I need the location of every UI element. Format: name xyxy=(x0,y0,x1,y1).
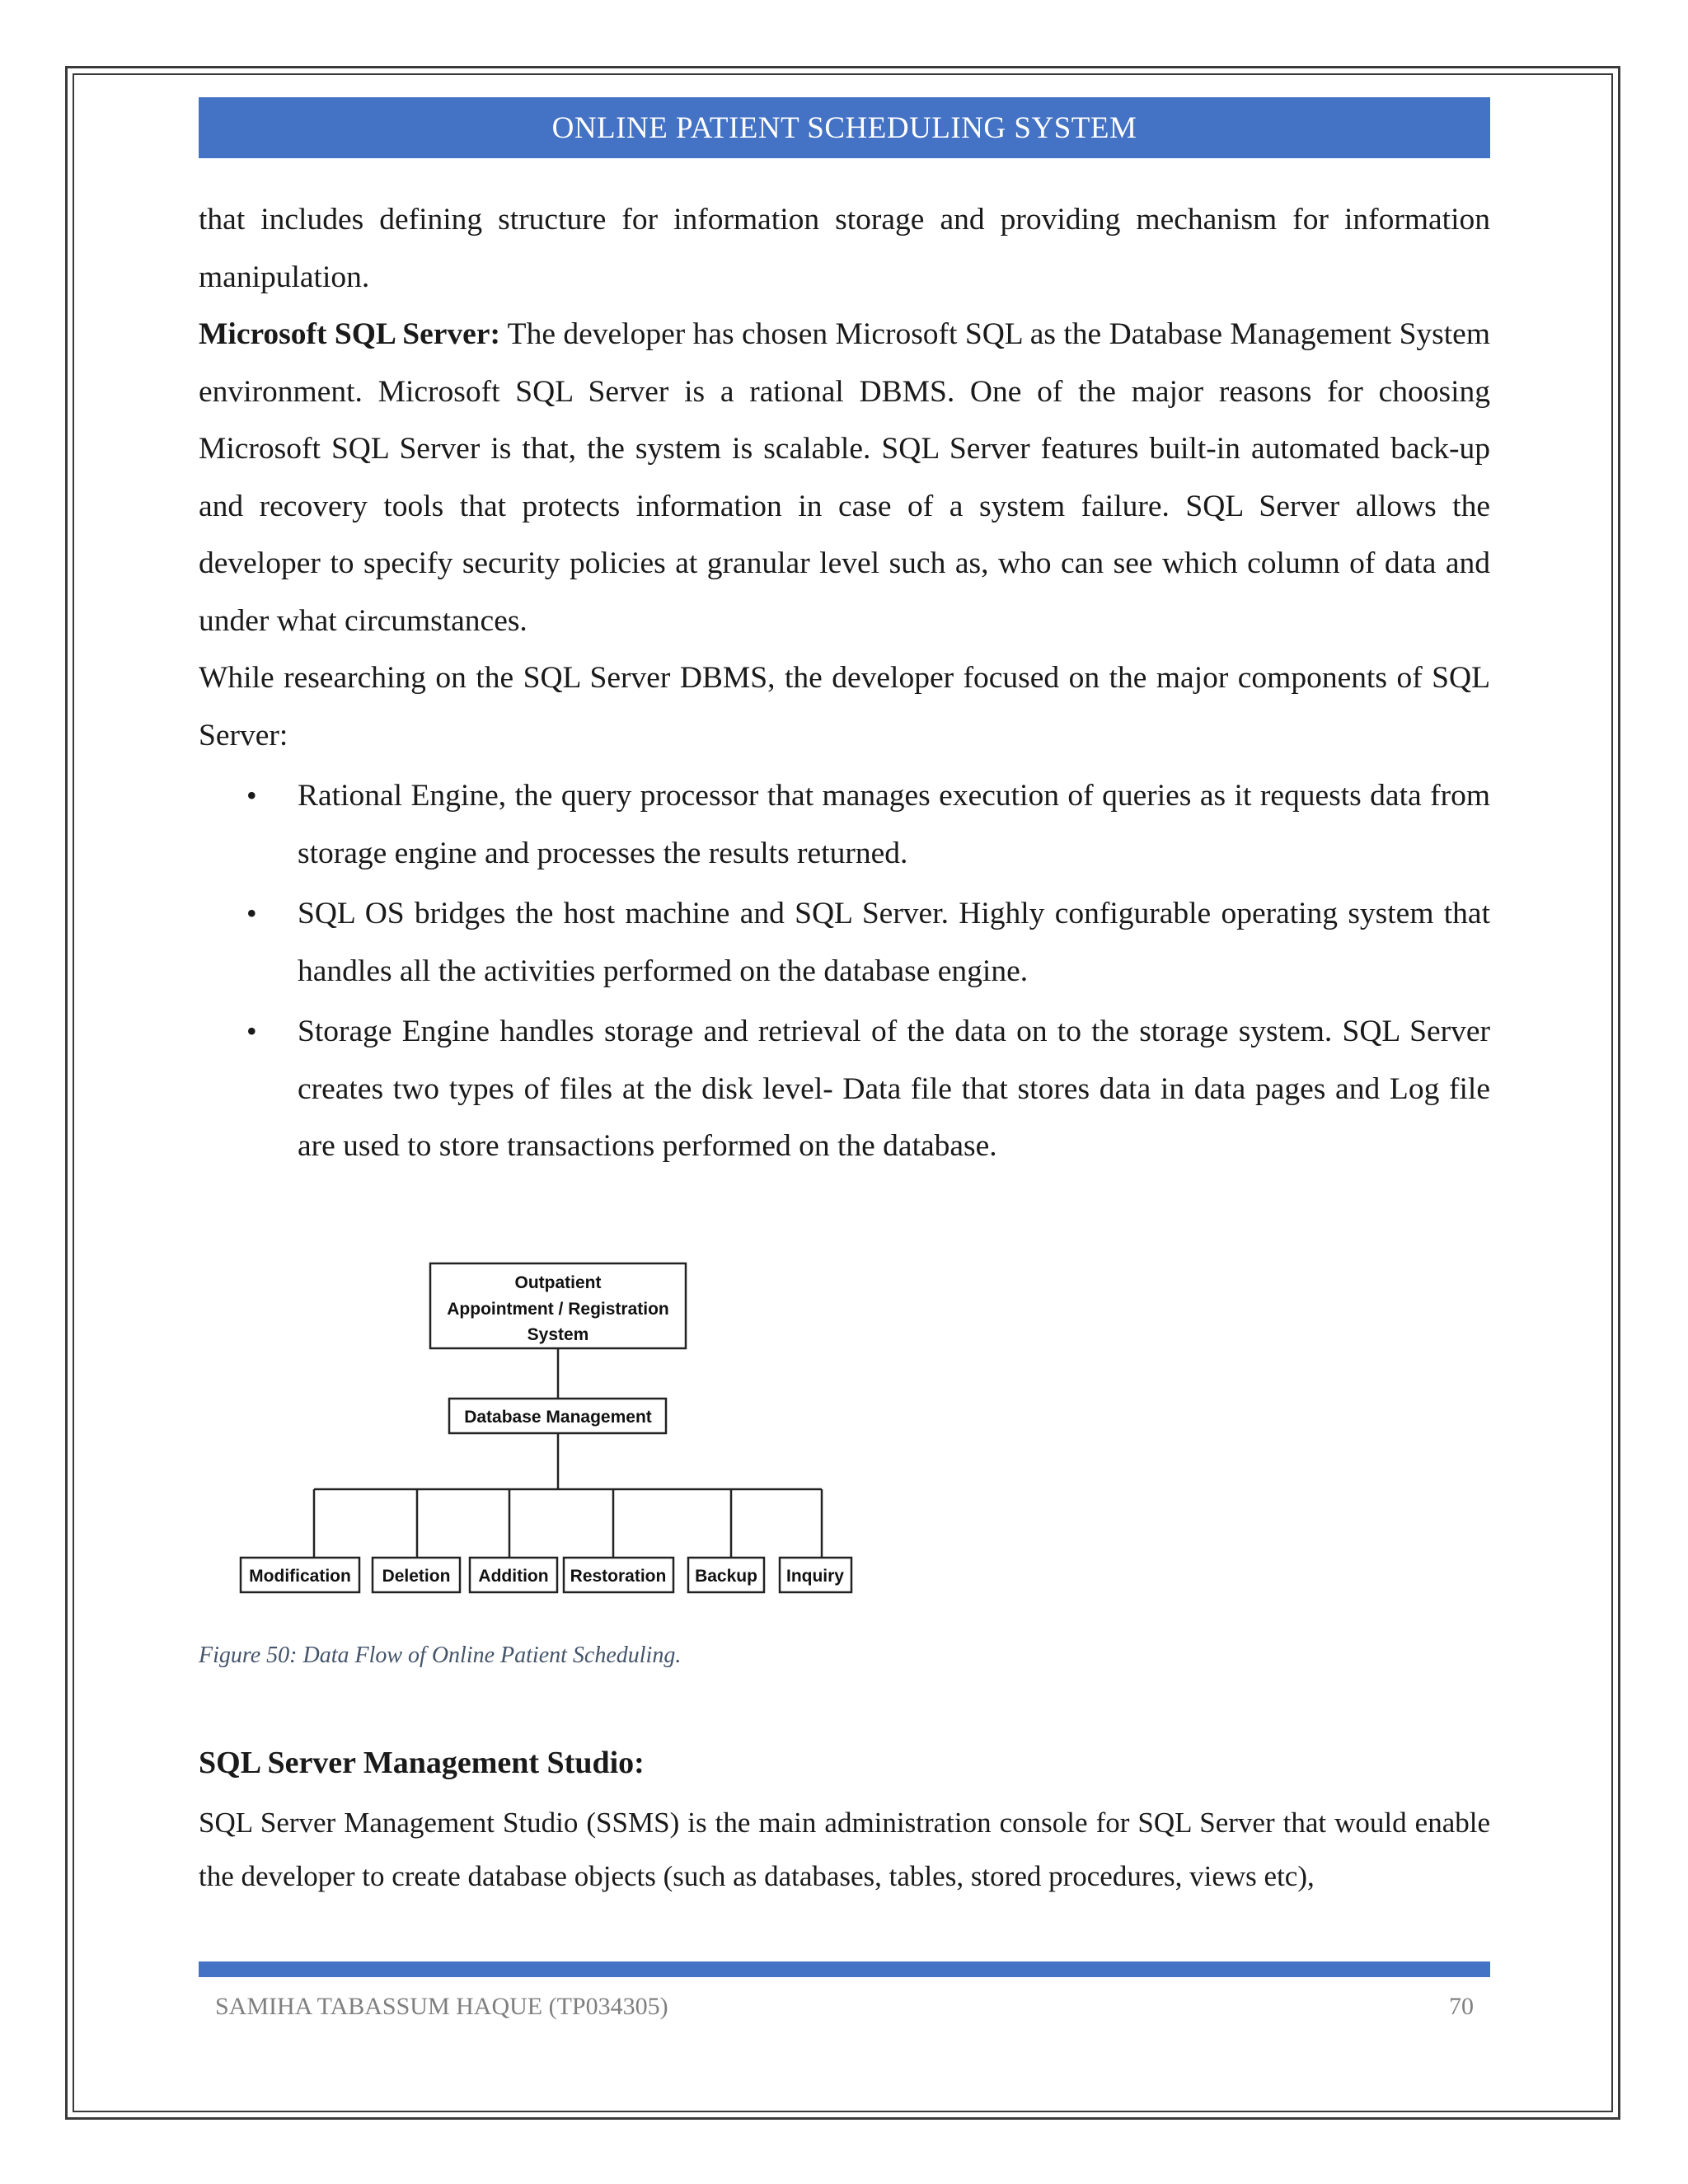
mssql-paragraph xyxy=(199,306,1490,649)
diagram-leaf-modification: Modification xyxy=(249,1567,351,1586)
mssql-label: Microsoft SQL Server: xyxy=(199,317,500,351)
bullet-icon: • xyxy=(246,1015,257,1047)
body-content xyxy=(199,191,1490,1175)
mssql-text: The developer has chosen Microsoft SQL as the Database Management System environment. Microsoft SQL Server is a rational DBMS. One of the major reasons for choosing Microsoft SQL Server is that, the system is scalable. SQL Server features built-in automated back-up and recovery tools that protects information in case of a system failure. SQL Server allows the developer to specify security policies at granular level such as, who can see which column of data and under what circumstances. xyxy=(199,317,1490,638)
section-heading: SQL Server Management Studio: xyxy=(199,1746,645,1780)
diagram-top-line-1: Outpatient xyxy=(514,1273,602,1292)
intro-paragraph: that includes defining structure for information storage and providing mechanism for information manipulation. xyxy=(199,203,1490,294)
list-item: • SQL OS bridges the host machine and SQL Server. Highly configurable operating system that handles all the activities performed on the database engine. xyxy=(199,885,1490,1000)
diagram-leaf-restoration: Restoration xyxy=(570,1567,667,1586)
diagram-leaf-inquiry: Inquiry xyxy=(785,1567,845,1586)
header-title: ONLINE PATIENT SCHEDULING SYSTEM xyxy=(551,110,1137,145)
bullet-icon: • xyxy=(246,897,257,930)
page-number: 70 xyxy=(1449,1993,1474,2020)
diagram-leaf-addition: Addition xyxy=(478,1567,549,1586)
data-flow-diagram xyxy=(231,1244,874,1624)
ssms-paragraph: SQL Server Management Studio (SSMS) is the main administration console for SQL Server that would enable the developer to create database objects (such as databases, tables, stored procedures, views etc), xyxy=(199,1807,1490,1892)
figure-caption: Figure 50: Data Flow of Online Patient Scheduling. xyxy=(199,1643,682,1668)
components-list xyxy=(199,767,1490,1175)
research-paragraph: While researching on the SQL Server DBMS, the developer focused on the major components of SQL Server: xyxy=(199,661,1490,752)
diagram-leaf-backup: Backup xyxy=(695,1567,757,1586)
list-item: • Storage Engine handles storage and retrieval of the data on to the storage system. SQL Server creates two types of files at the disk level- Data file that stores data in data pages and Log file are used to store transactions performed on the database. xyxy=(199,1003,1490,1175)
diagram-middle-label: Database Management xyxy=(464,1408,652,1427)
running-header xyxy=(199,97,1490,158)
diagram-leaf-deletion: Deletion xyxy=(382,1567,451,1586)
diagram-top-line-3: System xyxy=(527,1325,589,1344)
footer-author: SAMIHA TABASSUM HAQUE (TP034305) xyxy=(215,1993,668,2020)
bullet-icon: • xyxy=(246,779,257,812)
diagram-top-line-2: Appointment / Registration xyxy=(447,1300,669,1319)
list-item: • Rational Engine, the query processor that manages execution of queries as it requests data from storage engine and processes the results returned. xyxy=(199,767,1490,882)
footer-rule xyxy=(199,1961,1490,1977)
